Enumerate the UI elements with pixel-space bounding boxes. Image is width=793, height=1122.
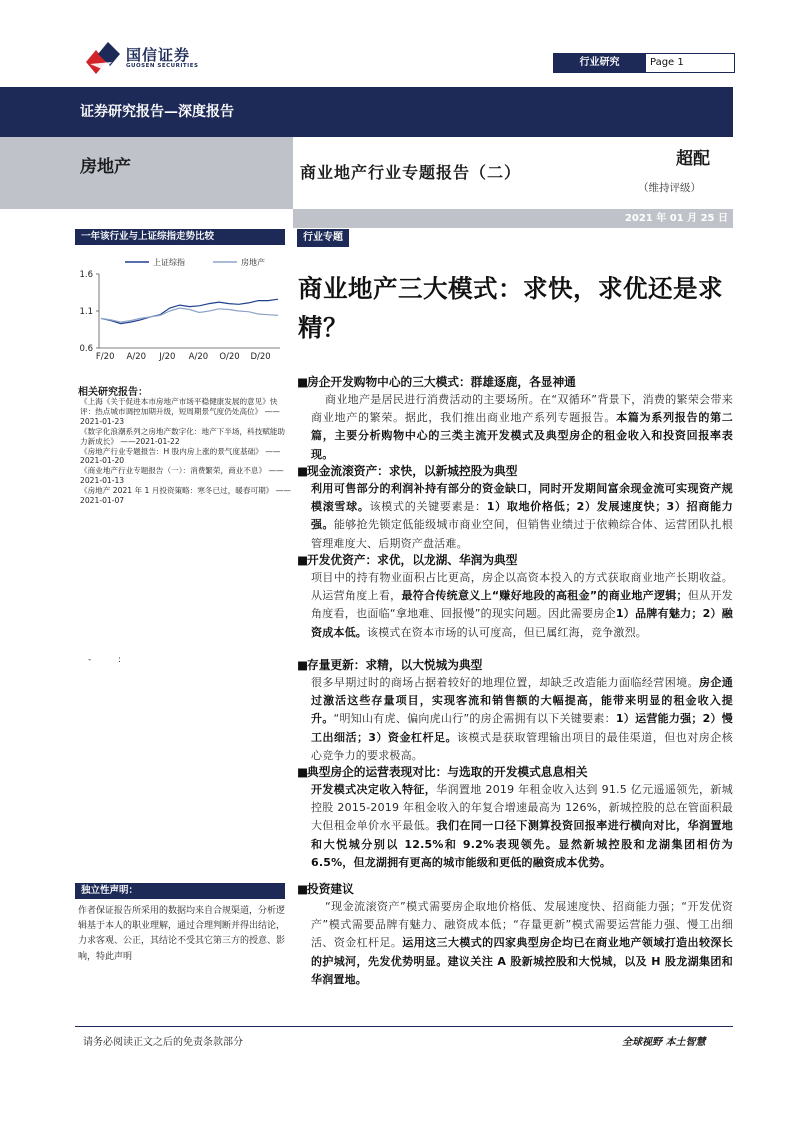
section-title: ■现金流滚资产：求快，以新城控股为典型 xyxy=(297,464,518,478)
body-text: 但从开发角度看，也面临“拿地难、回报慢”的现实问题。因此需要房企 xyxy=(311,589,733,621)
body-text: 该模式在资本市场的认可度高，但已属红海，竞争激烈。 xyxy=(367,625,647,639)
emphasis-text: 1）品牌有魅力；2）融资成本低。 xyxy=(311,607,734,639)
section-paragraph xyxy=(297,898,733,989)
x-tick-label: F/20 xyxy=(95,352,115,362)
legend-label: 上证综指 xyxy=(153,258,185,267)
body-text: 很多早期过时的商场占据着较好的地理位置，却缺乏改造能力面临经营困境。 xyxy=(311,676,699,689)
bullet-square-icon: ■ xyxy=(297,765,309,779)
footer-disclaimer: 请务必阅读正文之后的免责条款部分 xyxy=(83,1037,243,1048)
emphasis-text: 本篇为系列报告的第二篇，主要分析购物中心的三类主流开发模式及典型房企的租金收入和投资回报率表现。 xyxy=(311,411,734,461)
rating-note: （维持评级） xyxy=(638,182,701,194)
related-item[interactable]: 《房地产 2021 年 1 月投资策略：寒冬已过，暖春可期》 ——2021-01-07 xyxy=(80,486,291,506)
section-paragraph xyxy=(297,391,733,464)
related-item[interactable]: 《商业地产行业专题报告（一）：消费繁荣，商业不息》 ——2021-01-13 xyxy=(80,466,284,486)
logo-mark-icon xyxy=(82,40,122,76)
summary-section xyxy=(297,551,733,642)
independence-heading: 独立性声明： xyxy=(75,883,285,899)
body-text: “现金流滚资产”模式需要房企取地价格低、发展速度快、招商能力强；“开发优资产”模式需要品牌有魅力、融资成本低；“存量更新”模式需要运营能力强、慢工出细活、资金杠杆足。 xyxy=(311,900,733,950)
y-tick-label: 1.6 xyxy=(79,270,93,280)
series-line xyxy=(101,299,278,323)
related-item[interactable]: 《上海《关于促进本市房地产市场平稳健康发展的意见》快评：热点城市调控加期升级，短周期景气度仍处高位》 ——2021-01-23 xyxy=(80,397,280,426)
independence-text: 作者保证报告所采用的数据均来自合规渠道，分析逻辑基于本人的职业理解，通过合理判断并得出结论，力求客观、公正，其结论不受其它第三方的授意、影响，特此声明 xyxy=(78,906,286,962)
summary-section xyxy=(297,880,733,989)
rating: 超配 xyxy=(676,149,710,169)
report-type-tag: 行业研究 xyxy=(553,53,646,73)
footer-rule xyxy=(75,1026,733,1027)
sector-title: 房地产 xyxy=(80,157,131,177)
section-title: ■存量更新：求精，以大悦城为典型 xyxy=(297,658,483,672)
section-title: ■房企开发购物中心的三大模式：群雄逐鹿，各显神通 xyxy=(297,375,576,389)
section-paragraph xyxy=(297,480,733,553)
emphasis-text: 开发模式决定收入特征， xyxy=(311,783,437,796)
topic-tag: 行业专题 xyxy=(297,229,349,247)
legend-label: 房地产 xyxy=(241,258,265,267)
emphasis-text: 1）取地价格低；2）发展速度快；3）招商能力强。 xyxy=(311,500,733,532)
emphasis-text: 运用这三大模式的四家典型房企均已在商业地产领域打造出较深长的护城河，先发优势明显。建议关注 A 股新城控股和大悦城，以及 H 股龙湖集团和华润置地。 xyxy=(311,936,733,986)
bullet-square-icon: ■ xyxy=(297,882,309,896)
emphasis-text: 最符合传统意义上“赚好地段的高租金”的商业地产逻辑； xyxy=(401,589,688,603)
x-tick-label: O/20 xyxy=(219,352,240,362)
body-text: 商业地产是居民进行消费活动的主要场所。在“双循环”背景下，消费的繁荣会带来商业地产的繁荣。据此，我们推出商业地产系列专题报告。 xyxy=(311,393,733,425)
x-tick-label: J/20 xyxy=(159,352,176,362)
sector-block xyxy=(0,137,293,209)
summary-section xyxy=(297,462,733,553)
trend-chart xyxy=(75,248,290,368)
related-title: 相关研究报告： xyxy=(78,387,148,398)
related-item[interactable]: 《数字化浪潮系列之房地产数字化：地产下半场，科技赋能助力新成长》 ——2021-01-22 xyxy=(80,426,286,446)
logo-name: 国信证券 xyxy=(126,46,191,64)
bullet-square-icon: ■ xyxy=(297,464,309,478)
y-tick-label: 1.1 xyxy=(79,307,93,317)
footer-slogan: 全球视野 本土智慧 xyxy=(622,1037,706,1048)
x-tick-label: A/20 xyxy=(188,352,209,362)
section-paragraph xyxy=(297,674,733,765)
body-text: 项目中的持有物业面积占比更高，房企以高资本投入的方式获取商业地产长期收益。从运营角度上看， xyxy=(311,571,733,603)
body-text: 华润置地 2019 年租金收入达到 91.5 亿元遥遥领先，新城控股 2015-2019 年租金收入的年复合增速最高为 126%，新城控股的总在管面积最大但租金单价水平最低。 xyxy=(311,783,734,833)
emphasis-text: 利用可售部分的利润补持有部分的资金缺口，同时开发期间富余现金流可实现资产规模滚雪球。 xyxy=(311,482,733,514)
section-title: ■典型房企的运营表现对比：与选取的开发模式息息相关 xyxy=(297,765,588,779)
report-date: 2021 年 01 月 25 日 xyxy=(624,213,728,224)
bullet-square-icon: ■ xyxy=(297,553,309,567)
report-category: 证券研究报告—深度报告 xyxy=(80,104,234,120)
report-title: 商业地产行业专题报告（二） xyxy=(300,163,522,182)
related-list xyxy=(80,397,292,506)
contact-mark: - xyxy=(88,655,92,665)
guosen-logo xyxy=(82,40,122,76)
bullet-square-icon: ■ xyxy=(297,375,309,389)
logo-name-en: GUOSEN SECURITIES xyxy=(126,63,199,69)
headline: 商业地产三大模式：求快，求优还是求精？ xyxy=(298,274,723,342)
summary-section xyxy=(297,373,733,464)
contact-mark: : xyxy=(118,655,122,665)
body-text: 该模式是获取管理输出项目的最佳渠道，但也对房企核心竞争力的要求极高。 xyxy=(311,730,733,762)
page-number: Page 1 xyxy=(650,57,684,68)
chart-heading: 一年该行业与上证综指走势比较 xyxy=(75,229,285,245)
emphasis-text: 我们在同一口径下测算投资回报率进行横向对比，华润置地和大悦城分别以 12.5%和 9.2%表现领先。显然新城控股和龙湖集团相仿为 6.5%，但龙湖拥有更高的城市能级和更低的融资成本优势。 xyxy=(311,819,734,869)
emphasis-text: 1）运营能力强；2）慢工出细活；3）资金杠杆足。 xyxy=(311,712,733,744)
series-line xyxy=(101,308,278,322)
bullet-square-icon: ■ xyxy=(297,658,309,672)
x-tick-label: A/20 xyxy=(126,352,147,362)
body-text: “明知山有虎、偏向虎山行”的房企需拥有以下关键要素： xyxy=(333,712,616,726)
section-paragraph xyxy=(297,569,733,642)
body-text: 该模式的关键要素是： xyxy=(369,500,487,514)
section-title: ■投资建议 xyxy=(297,882,354,896)
summary-section xyxy=(297,656,733,765)
y-tick-label: 0.6 xyxy=(79,344,93,354)
section-title: ■开发优资产：求优，以龙湖、华润为典型 xyxy=(297,553,518,567)
section-paragraph xyxy=(297,781,733,872)
body-text: 能够抢先锁定低能级城市商业空间，但销售业绩过于依赖综合体、运营团队扎根管理难度大、后期资产盘活难。 xyxy=(311,518,733,550)
emphasis-text: 房企通过激活这些存量项目，实现客流和销售额的大幅提高，能带来明显的租金收入提升。 xyxy=(311,676,733,726)
x-tick-label: D/20 xyxy=(250,352,271,362)
summary-section xyxy=(297,763,733,872)
related-item[interactable]: 《房地产行业专题报告：H 股内房上涨的景气度基础》 ——2021-01-20 xyxy=(80,446,281,466)
